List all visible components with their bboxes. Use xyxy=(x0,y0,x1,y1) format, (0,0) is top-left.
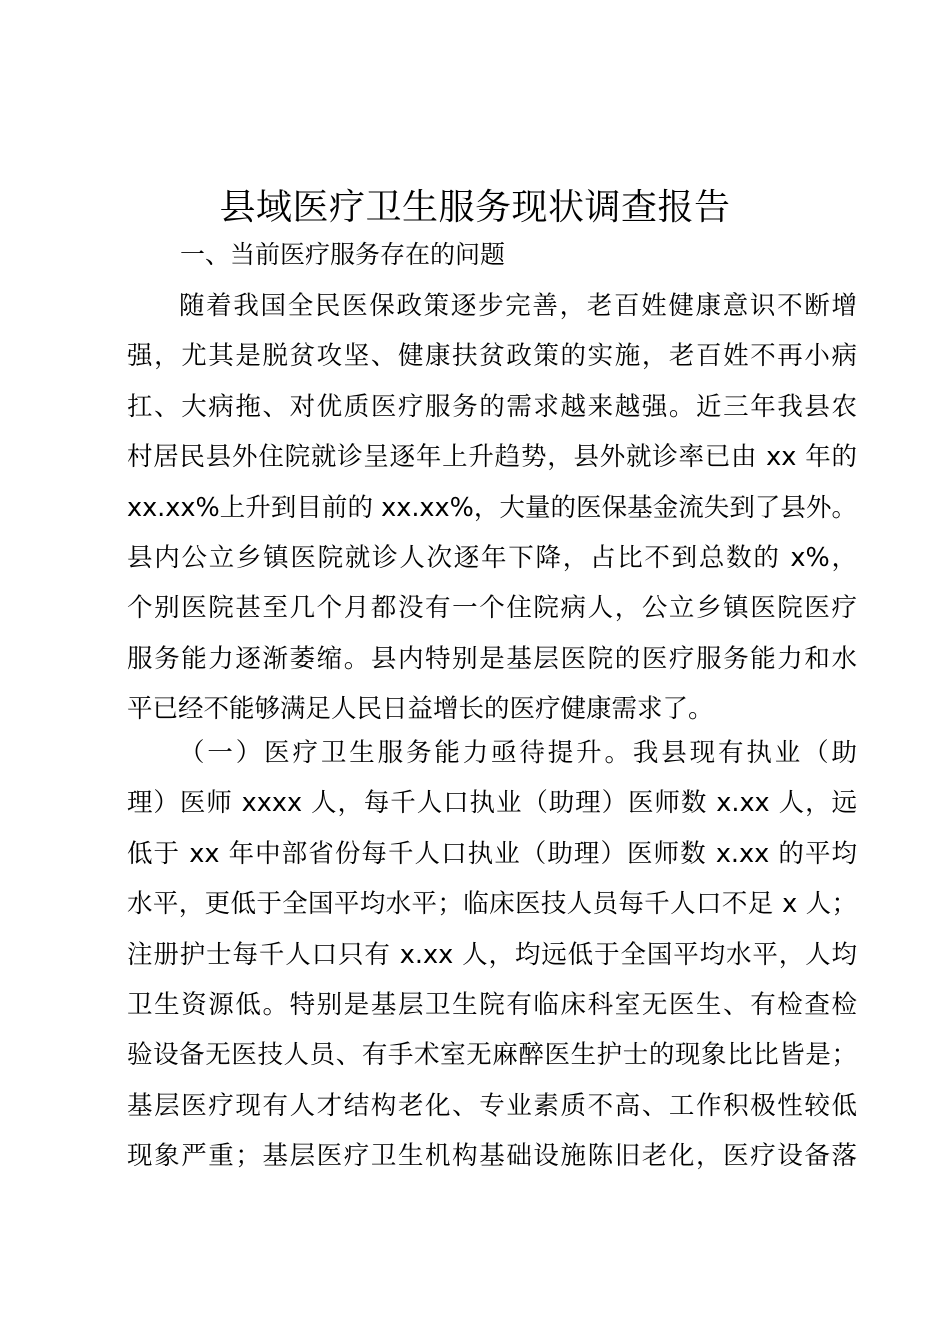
paragraph-line: 扛、大病拖、对优质医疗服务的需求越来越强。近三年我县农 xyxy=(127,391,857,422)
paragraph-line: 卫生资源低。特别是基层卫生院有临床科室无医生、有检查检 xyxy=(127,989,857,1020)
document-title: 县域医疗卫生服务现状调查报告 xyxy=(219,187,731,228)
paragraph-line: 服务能力逐渐萎缩。县内特别是基层医院的医疗服务能力和水 xyxy=(127,643,857,674)
paragraph-line: 现象严重；基层医疗卫生机构基础设施陈旧老化，医疗设备落 xyxy=(127,1141,857,1172)
paragraph-1 xyxy=(127,281,857,735)
paragraph-line: 注册护士每千人口只有 x.xx 人，均远低于全国平均水平，人均 xyxy=(127,939,857,970)
paragraph-line: 平已经不能够满足人民日益增长的医疗健康需求了。 xyxy=(127,694,714,725)
paragraph-line: 村居民县外住院就诊呈逐年上升趋势，县外就诊率已由 xx 年的 xyxy=(127,442,857,473)
paragraph-line: 基层医疗现有人才结构老化、专业素质不高、工作积极性较低 xyxy=(127,1090,857,1121)
section-heading: 一、当前医疗服务存在的问题 xyxy=(180,240,506,269)
paragraph-line: 水平，更低于全国平均水平；临床医技人员每千人口不足 x 人； xyxy=(127,889,857,920)
paragraph-line: 县内公立乡镇医院就诊人次逐年下降，占比不到总数的 x%， xyxy=(127,542,857,573)
paragraph-line: 随着我国全民医保政策逐步完善，老百姓健康意识不断增 xyxy=(179,291,857,321)
paragraph-line: （一）医疗卫生服务能力亟待提升。我县现有执业（助 xyxy=(179,738,857,768)
paragraph-line: 理）医师 xxxx 人，每千人口执业（助理）医师数 x.xx 人，远 xyxy=(127,788,857,819)
paragraph-line: 强，尤其是脱贫攻坚、健康扶贫政策的实施，老百姓不再小病 xyxy=(127,341,857,372)
paragraph-line: 验设备无医技人员、有手术室无麻醉医生护士的现象比比皆是； xyxy=(127,1040,857,1071)
paragraph-line: xx.xx%上升到目前的 xx.xx%，大量的医保基金流失到了县外。 xyxy=(127,492,857,523)
paragraph-2 xyxy=(127,728,857,1182)
paragraph-line: 个别医院甚至几个月都没有一个住院病人，公立乡镇医院医疗 xyxy=(127,593,857,624)
paragraph-line: 低于 xx 年中部省份每千人口执业（助理）医师数 x.xx 的平均 xyxy=(127,838,857,869)
